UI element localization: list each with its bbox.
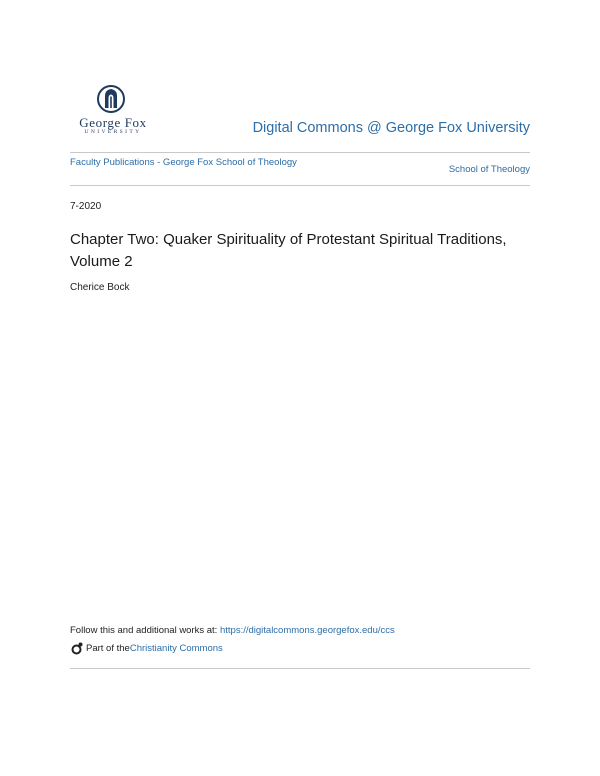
footer-divider (70, 668, 530, 669)
header-divider (70, 152, 530, 153)
part-text: Part of the (86, 643, 130, 654)
bell-tower-logo-icon (96, 84, 126, 114)
nav-divider (70, 185, 530, 186)
site-title-link[interactable]: Digital Commons @ George Fox University (252, 120, 530, 136)
network-commons-icon (70, 642, 83, 655)
author-name: Cherice Bock (70, 282, 130, 293)
publication-date: 7-2020 (70, 201, 102, 212)
follow-text: Follow this and additional works at: (70, 625, 220, 636)
department-link[interactable]: School of Theology (448, 164, 530, 175)
collection-link[interactable]: Faculty Publications - George Fox School of Theology (70, 157, 297, 168)
logo-subname: UNIVERSITY (84, 129, 142, 135)
university-logo[interactable] (70, 84, 156, 136)
follow-line (70, 625, 395, 636)
christianity-commons-link[interactable]: Christianity Commons (129, 643, 223, 654)
logo-name: George Fox (79, 115, 147, 130)
follow-link[interactable]: https://digitalcommons.georgefox.edu/ccs (219, 625, 395, 636)
document-title: Chapter Two: Quaker Spirituality of Protestant Spiritual Traditions, Volume 2 (70, 231, 507, 270)
part-of-line (70, 642, 223, 655)
